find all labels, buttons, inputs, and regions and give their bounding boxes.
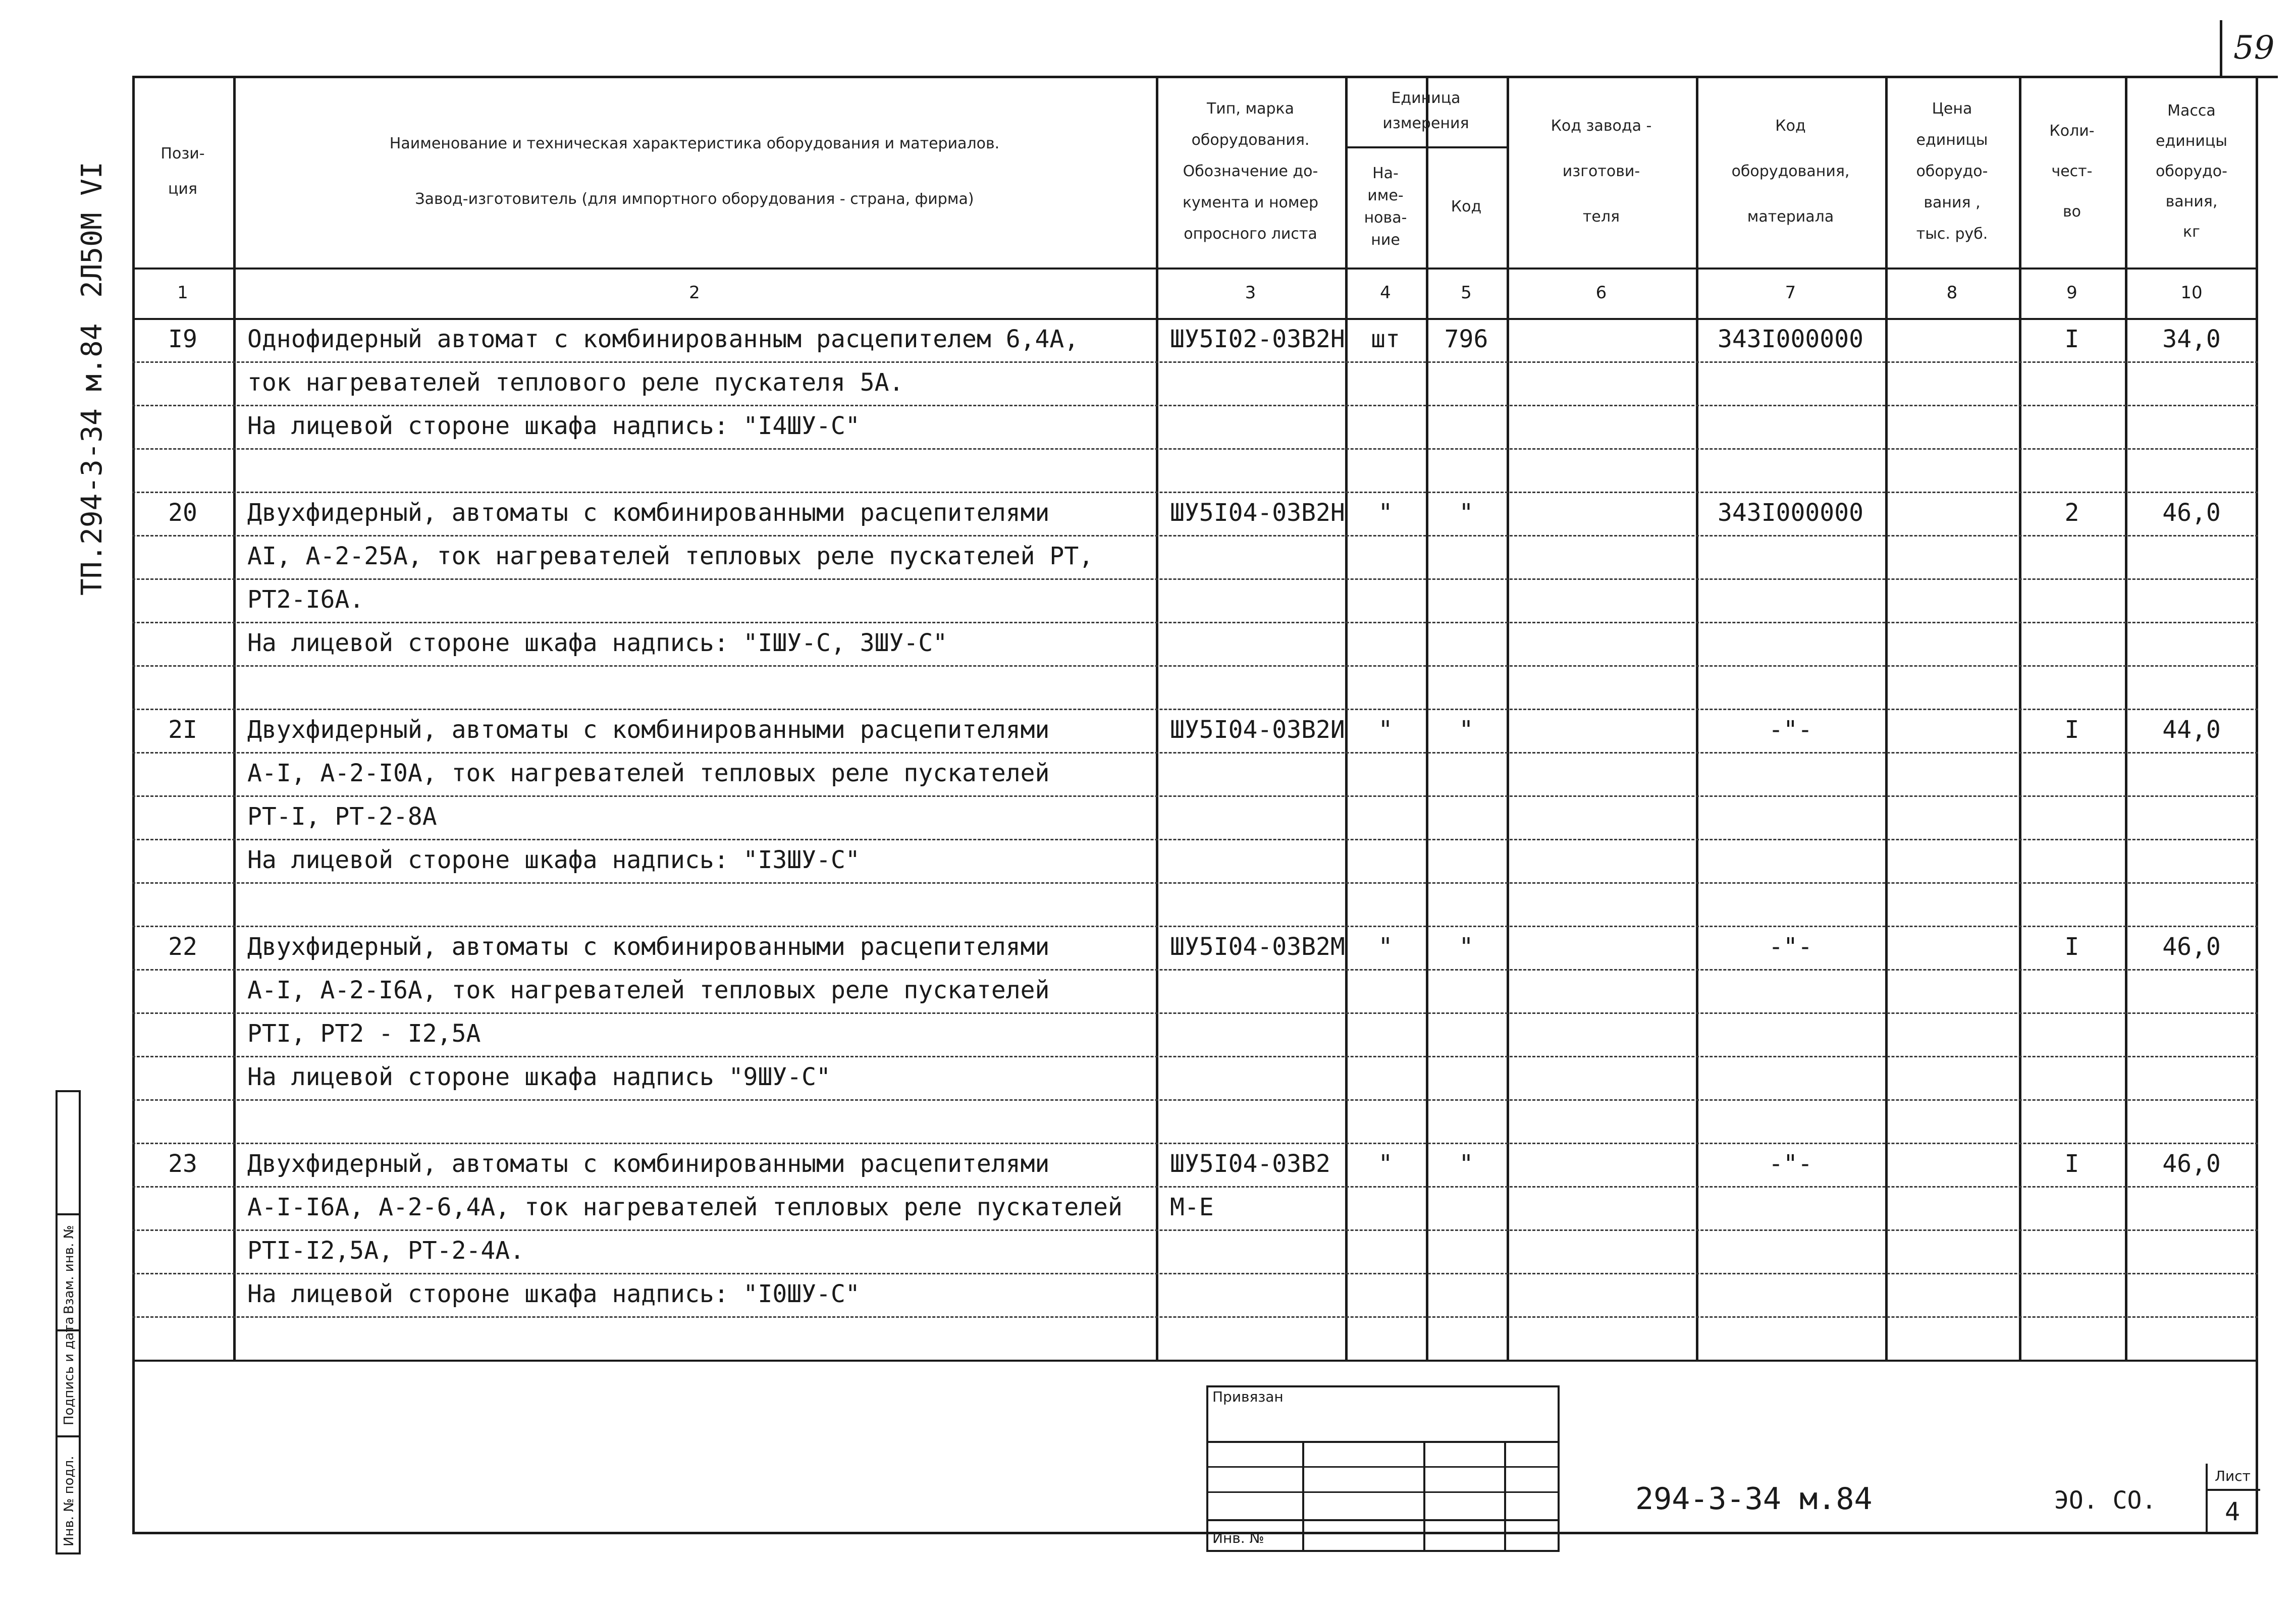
header-unit-mass-line: вания, [2165, 193, 2218, 210]
row-name: РТI-I2,5А, РТ-2-4А. [247, 1237, 525, 1265]
header-type-line: опросного листа [1184, 225, 1317, 243]
header-equipment-code-line: Код [1775, 117, 1806, 135]
left-signature-strip [56, 1090, 81, 1554]
header-position [132, 76, 233, 267]
row-name: На лицевой стороне шкафа надпись "9ШУ-С" [247, 1063, 831, 1091]
row-position: 23 [168, 1150, 197, 1178]
header-type-line: кумента и номер [1182, 194, 1319, 211]
header-quantity-line: чест- [2051, 163, 2093, 180]
header-type-line: оборудования. [1191, 131, 1310, 149]
header-plant-code-line: Код завода - [1551, 117, 1652, 135]
header-equipment-code-line: материала [1747, 208, 1834, 226]
row-equipment-code: -"- [1769, 716, 1812, 744]
header-quantity-line: во [2062, 203, 2081, 221]
row-quantity: I [2064, 1150, 2079, 1178]
sheet-corner-number: 59 [2233, 29, 2275, 67]
header-unit-price-line: оборудо- [1916, 163, 1988, 180]
row-mass: 46,0 [2162, 499, 2221, 527]
header-name-line: Завод-изготовитель (для импортного оборудования - страна, фирма) [415, 190, 974, 208]
row-quantity: I [2064, 325, 2079, 353]
side-project-label: ТП.294-3-34 м.84 [76, 323, 109, 596]
row-quantity: I [2064, 933, 2079, 961]
row-position: 22 [168, 933, 197, 961]
header-unit-group-line: Единица [1391, 89, 1461, 107]
row-unit-code: " [1459, 1150, 1474, 1178]
row-position: 2I [168, 716, 197, 744]
header-position-line: Пози- [161, 145, 205, 163]
column-number: 6 [1595, 283, 1607, 303]
row-name: А-I, А-2-I0А, ток нагревателей тепловых реле пускателей [247, 759, 1050, 787]
header-unit-name [1345, 146, 1426, 267]
stamp-sheet-label: Лист [2215, 1468, 2251, 1484]
column-number: 10 [2180, 283, 2203, 303]
title-stamp [1206, 1385, 1560, 1552]
header-unit-code-line: Код [1451, 198, 1482, 216]
side-code-label: 2Л50М VI [76, 162, 109, 298]
row-name: А-I-I6А, А-2-6,4А, ток нагревателей тепловых реле пускателей [247, 1193, 1123, 1221]
stamp-bound-label: Привязан [1212, 1388, 1284, 1405]
column-number: 1 [177, 283, 188, 303]
header-unit-mass-line: единицы [2156, 132, 2227, 150]
row-unit-code: 796 [1444, 325, 1488, 353]
header-equipment-code [1696, 76, 1885, 267]
row-quantity: 2 [2064, 499, 2079, 527]
row-name: Двухфидерный, автоматы с комбинированными расцепителями [247, 933, 1050, 961]
row-name: Однофидерный автомат с комбинированным расцепителем 6,4А, [247, 325, 1079, 353]
column-number: 9 [2066, 283, 2077, 303]
row-equipment-code: -"- [1769, 1150, 1812, 1178]
column-number: 2 [689, 283, 700, 303]
header-plant-code [1507, 76, 1696, 267]
row-name: АI, А-2-25А, ток нагревателей тепловых реле пускателей РТ, [247, 542, 1094, 570]
row-unit: " [1378, 499, 1393, 527]
stamp-sheet-number: 4 [2225, 1497, 2240, 1526]
row-name: На лицевой стороне шкафа надпись: "I0ШУ-С" [247, 1280, 860, 1308]
header-unit-group [1345, 76, 1507, 146]
row-type: ШУ5I04-03В2М [1170, 933, 1345, 961]
row-name: Двухфидерный, автоматы с комбинированными расцепителями [247, 1150, 1050, 1178]
row-name: На лицевой стороне шкафа надпись: "IШУ-С, 3ШУ-С" [247, 629, 948, 657]
stamp-sheet-box [2206, 1464, 2260, 1534]
column-number: 4 [1380, 283, 1391, 303]
row-unit-code: " [1459, 716, 1474, 744]
row-unit-code: " [1459, 499, 1474, 527]
header-unit-price-line: тыс. руб. [1916, 225, 1988, 243]
row-unit: " [1378, 1150, 1393, 1178]
header-unit-name-line: ние [1371, 231, 1400, 249]
row-name: Двухфидерный, автоматы с комбинированными расцепителями [247, 499, 1050, 527]
header-equipment-code-line: оборудования, [1731, 163, 1850, 180]
header-position-line: ция [168, 180, 197, 198]
header-unit-name-line: име- [1367, 187, 1404, 204]
header-unit-mass-line: Масса [2167, 102, 2216, 120]
row-mass: 46,0 [2162, 933, 2221, 961]
header-type-line: Обозначение до- [1183, 163, 1318, 180]
header-unit-price-line: единицы [1916, 131, 1988, 149]
row-name: РТI, РТ2 - I2,5А [247, 1019, 481, 1048]
strip-label-sign: Подпись и дата [62, 1316, 77, 1425]
header-plant-code-line: теля [1582, 208, 1620, 226]
sheet-corner-box [2220, 20, 2278, 78]
row-unit: " [1378, 933, 1393, 961]
row-unit: шт [1371, 325, 1400, 353]
header-unit-name-line: нова- [1364, 209, 1407, 227]
column-number: 8 [1946, 283, 1958, 303]
row-position: 20 [168, 499, 197, 527]
row-name: ток нагревателей теплового реле пускателя 5А. [247, 368, 904, 397]
stamp-doc-number: 294-3-34 м.84 [1635, 1481, 1873, 1517]
header-quantity [2019, 76, 2125, 267]
header-name [233, 76, 1156, 267]
row-name: На лицевой стороне шкафа надпись: "I3ШУ-С" [247, 846, 860, 874]
header-unit-name-line: На- [1372, 165, 1399, 182]
stamp-doc-suffix: ЭО. СО. [2054, 1486, 2157, 1515]
strip-label-replace: Взам. инв. № [62, 1225, 77, 1314]
header-plant-code-line: изготови- [1562, 163, 1640, 180]
row-mass: 34,0 [2162, 325, 2221, 353]
row-name: РТ-I, РТ-2-8А [247, 802, 437, 831]
header-unit-mass [2125, 76, 2258, 267]
column-number: 3 [1245, 283, 1256, 303]
strip-label-inv: Инв. № подл. [62, 1456, 77, 1546]
header-unit-code [1426, 146, 1507, 267]
row-type: ШУ5I04-03В2И [1170, 716, 1345, 744]
row-type: ШУ5I04-03В2Н [1170, 499, 1345, 527]
row-type: М-Е [1170, 1193, 1214, 1221]
row-type: ШУ5I02-03В2Н [1170, 325, 1345, 353]
stamp-inv-label: Инв. № [1212, 1530, 1264, 1546]
row-unit-code: " [1459, 933, 1474, 961]
row-name: Двухфидерный, автоматы с комбинированными расцепителями [247, 716, 1050, 744]
header-unit-price-line: Цена [1932, 100, 1972, 118]
header-unit-mass-line: кг [2183, 223, 2200, 241]
row-equipment-code: 343I000000 [1718, 325, 1863, 353]
column-number: 5 [1461, 283, 1472, 303]
header-unit-price [1885, 76, 2019, 267]
row-equipment-code: -"- [1769, 933, 1812, 961]
row-quantity: I [2064, 716, 2079, 744]
row-unit: " [1378, 716, 1393, 744]
row-mass: 46,0 [2162, 1150, 2221, 1178]
header-name-line: Наименование и техническая характеристика оборудования и материалов. [389, 135, 1000, 152]
header-unit-price-line: вания , [1924, 194, 1981, 211]
row-mass: 44,0 [2162, 716, 2221, 744]
row-equipment-code: 343I000000 [1718, 499, 1863, 527]
row-position: I9 [168, 325, 197, 353]
row-name: А-I, А-2-I6А, ток нагревателей тепловых реле пускателей [247, 976, 1050, 1004]
row-name: РТ2-I6А. [247, 585, 364, 614]
header-type [1156, 76, 1345, 267]
header-unit-group-line: измерения [1382, 115, 1469, 132]
row-type: ШУ5I04-03В2 [1170, 1150, 1330, 1178]
header-type-line: Тип, марка [1206, 100, 1295, 118]
column-number: 7 [1785, 283, 1796, 303]
header-quantity-line: Коли- [2049, 122, 2095, 140]
row-name: На лицевой стороне шкафа надпись: "I4ШУ-С" [247, 412, 860, 440]
header-unit-mass-line: оборудо- [2156, 163, 2227, 180]
